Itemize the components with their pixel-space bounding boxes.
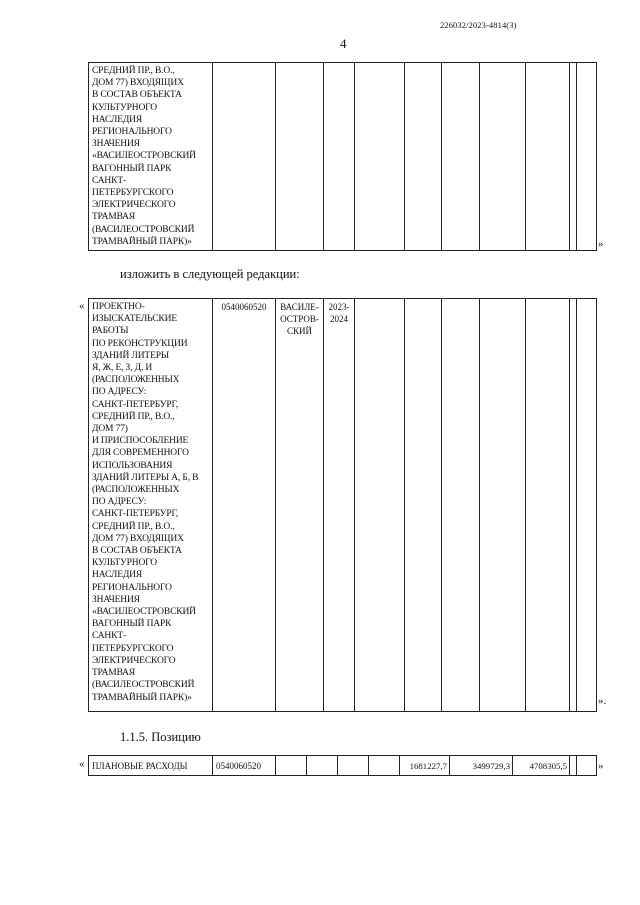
value-cell: 4708305,5 xyxy=(513,756,570,776)
row-name-cell: ПЛАНОВЫЕ РАСХОДЫ xyxy=(89,756,213,776)
code-cell: 0540060520 xyxy=(213,299,276,712)
closing-quote: ». xyxy=(598,695,607,707)
object-name-cell: ПРОЕКТНО- ИЗЫСКАТЕЛЬСКИЕ РАБОТЫ ПО РЕКОНСТРУКЦИИ ЗДАНИЙ ЛИТЕРЫ Я, Ж, Е, З, Д, И (РАСПОЛОЖЕННЫХ ПО АДРЕСУ: САНКТ-ПЕТЕРБУРГ, СРЕДНИЙ ПР., В.О., ДОМ 77) И ПРИСПОСОБЛЕНИЕ ДЛЯ СОВРЕМЕННОГО ИСПОЛЬЗОВАНИЯ ЗДАНИЙ ЛИТЕРЫ А, Б, В (РАСПОЛОЖЕННЫХ ПО АДРЕСУ: САНКТ-ПЕТЕРБУРГ, СРЕДНИЙ ПР., В.О., ДОМ 77) ВХОДЯЩИХ В СОСТАВ ОБЪЕКТА КУЛЬТУРНОГО НАСЛЕДИЯ РЕГИОНАЛЬНОГО ЗНАЧЕНИЯ «ВАСИЛЕОСТРОВСКИЙ ВАГОННЫЙ ПАРК САНКТ- ПЕТЕРБУРГСКОГО ЭЛЕКТРИЧЕСКОГО ТРАМВАЯ (ВАСИЛЕОСТРОВСКИЙ ТРАМВАЙНЫЙ ПАРК)» xyxy=(89,299,213,712)
document-number: 226032/2023-4814(3) xyxy=(440,20,517,30)
value-cell: 1681227,7 xyxy=(400,756,450,776)
object-name-cell: СРЕДНИЙ ПР., В.О., ДОМ 77) ВХОДЯЩИХ В СОСТАВ ОБЪЕКТА КУЛЬТУРНОГО НАСЛЕДИЯ РЕГИОНАЛЬНОГО ЗНАЧЕНИЯ «ВАСИЛЕОСТРОВСКИЙ ВАГОННЫЙ ПАРК САНКТ- ПЕТЕРБУРГСКОГО ЭЛЕКТРИЧЕСКОГО ТРАМВАЯ (ВАСИЛЕОСТРОВСКИЙ ТРАМВАЙНЫЙ ПАРК)» xyxy=(89,63,213,251)
opening-quote: « xyxy=(79,758,85,770)
instruction-text: изложить в следующей редакции: xyxy=(120,267,300,281)
district-cell: ВАСИЛЕ- ОСТРОВ- СКИЙ xyxy=(276,299,324,712)
table-row xyxy=(89,756,597,776)
table-continuation xyxy=(88,62,597,251)
code-cell: 0540060520 xyxy=(213,756,276,776)
page-number: 4 xyxy=(340,36,347,51)
closing-quote: » xyxy=(598,238,604,250)
table-new-wording xyxy=(88,298,597,712)
years-cell: 2023- 2024 xyxy=(324,299,355,712)
section-label: 1.1.5. Позицию xyxy=(120,730,201,744)
table-row xyxy=(89,63,597,251)
table-position xyxy=(88,755,597,776)
closing-quote: » xyxy=(598,760,604,772)
table-row xyxy=(89,299,597,712)
opening-quote: « xyxy=(79,300,85,312)
value-cell: 3499729,3 xyxy=(450,756,513,776)
